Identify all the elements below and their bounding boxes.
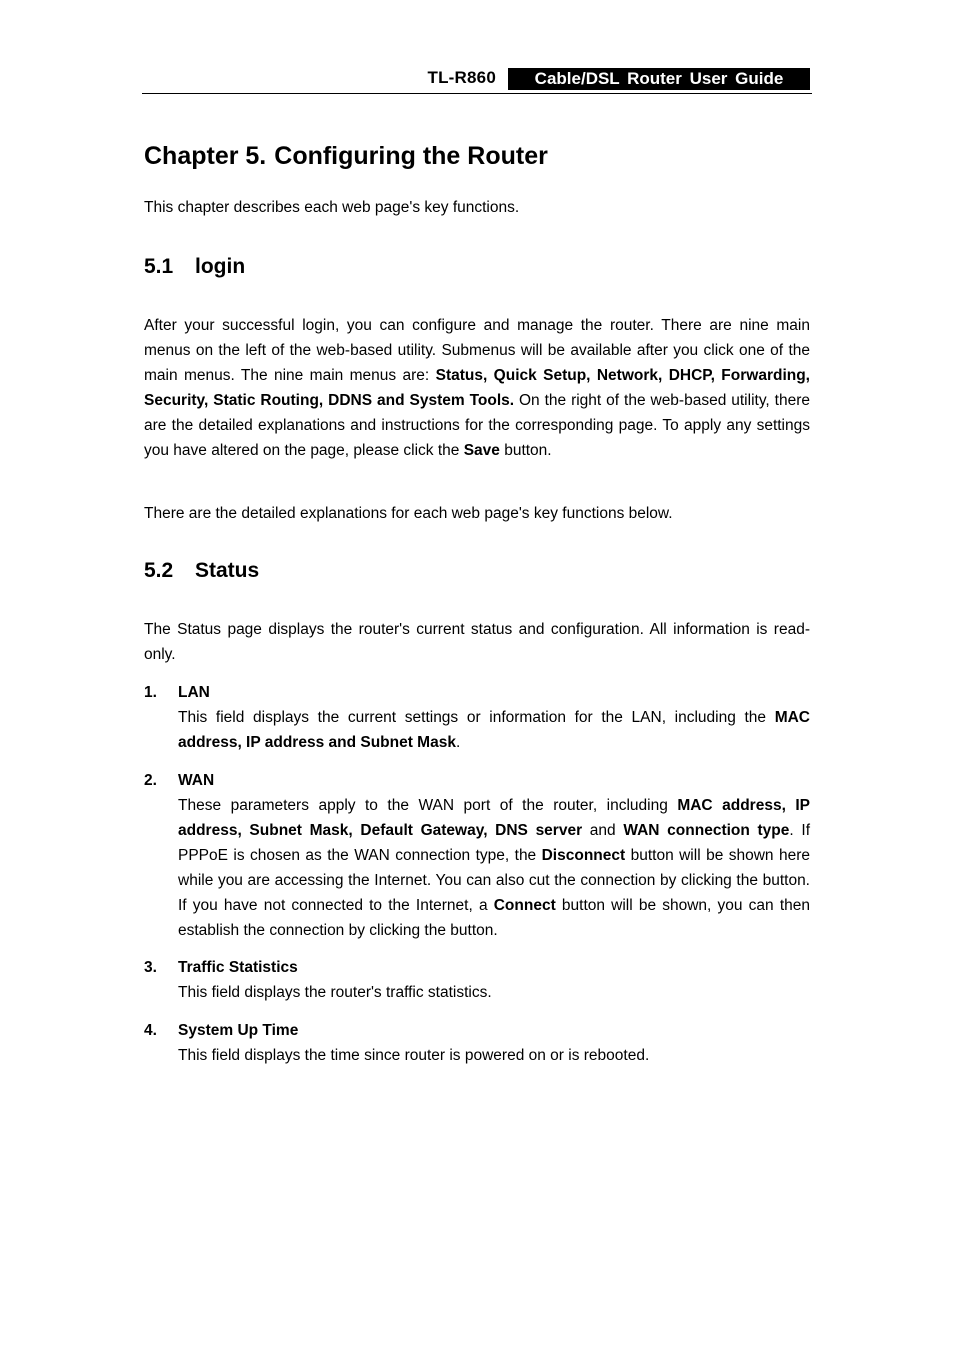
text-run: button. (499, 442, 552, 460)
bold-text: MAC address, IP address, Subnet Mask, Default Gateway, DNS server (178, 797, 811, 839)
text-run: and (582, 822, 624, 839)
item-description (178, 1043, 810, 1068)
section-heading-login (144, 255, 245, 279)
text-run: After your successful login, you can configure and manage the router. There are nine main menus on the left of the web-based utility. Submenus will be available after you click one of the main menus. The nine main menus are: (144, 317, 810, 385)
text-run: These parameters apply to the WAN port of the router, including (178, 797, 678, 814)
section-number: 5.2 (144, 559, 174, 582)
header-guide-title: Cable/DSL Router User Guide (508, 68, 810, 90)
header-model: TL-R860 (427, 68, 496, 87)
chapter-intro: This chapter describes each web page's key functions. (144, 199, 520, 216)
item-description (178, 793, 810, 943)
bold-text: Status, Quick Setup, Network, DHCP, Forwarding, Security, Static Routing, DDNS and System Tools. (144, 367, 810, 410)
item-description (178, 705, 810, 755)
item-number: 2. (144, 772, 157, 789)
section-title: Status (195, 559, 260, 582)
text-run: This field displays the router's traffic statistics. (178, 984, 492, 1001)
bold-text: Connect (493, 897, 556, 914)
section-title: login (195, 255, 246, 278)
login-paragraph-2: There are the detailed explanations for each web page's key functions below. (144, 505, 673, 522)
item-number: 4. (144, 1022, 157, 1039)
text-run: On the right of the web-based utility, there are the detailed explanations and instructions for the corresponding page. To apply any settings you have altered on the page, please click the (144, 392, 810, 460)
chapter-title-text: Configuring the Router (274, 142, 548, 170)
bold-text: Disconnect (541, 847, 626, 864)
text-run: This field displays the time since router is powered on or is rebooted. (178, 1047, 650, 1064)
item-number: 1. (144, 684, 157, 701)
text-run: button will be shown here while you are accessing the Internet. You can also cut the connection by clicking the button. If you have not connected to the Internet, a (178, 847, 810, 914)
item-title: System Up Time (178, 1022, 299, 1039)
item-title: Traffic Statistics (178, 959, 298, 976)
bold-text: MAC address, IP address and Subnet Mask (178, 709, 810, 751)
text-run: . (455, 734, 461, 751)
status-intro: The Status page displays the router's current status and configuration. All information is read-only. (144, 621, 810, 664)
text-run: button will be shown, you can then establish the connection by clicking the button. (178, 897, 811, 939)
bold-text: Save (463, 442, 500, 460)
section-heading-status (144, 559, 259, 583)
bold-text: WAN connection type (623, 822, 790, 839)
text-run: . If PPPoE is chosen as the WAN connection type, the (178, 822, 810, 864)
item-description (178, 980, 810, 1005)
text-run: This field displays the current settings or information for the LAN, including the (178, 709, 775, 726)
login-paragraph-1 (144, 313, 810, 464)
section-number: 5.1 (144, 255, 174, 278)
chapter-title (144, 142, 548, 171)
item-title: LAN (178, 684, 210, 701)
item-number: 3. (144, 959, 157, 976)
item-title: WAN (178, 772, 215, 789)
page-header (142, 67, 812, 94)
chapter-number: Chapter 5. (144, 142, 267, 170)
